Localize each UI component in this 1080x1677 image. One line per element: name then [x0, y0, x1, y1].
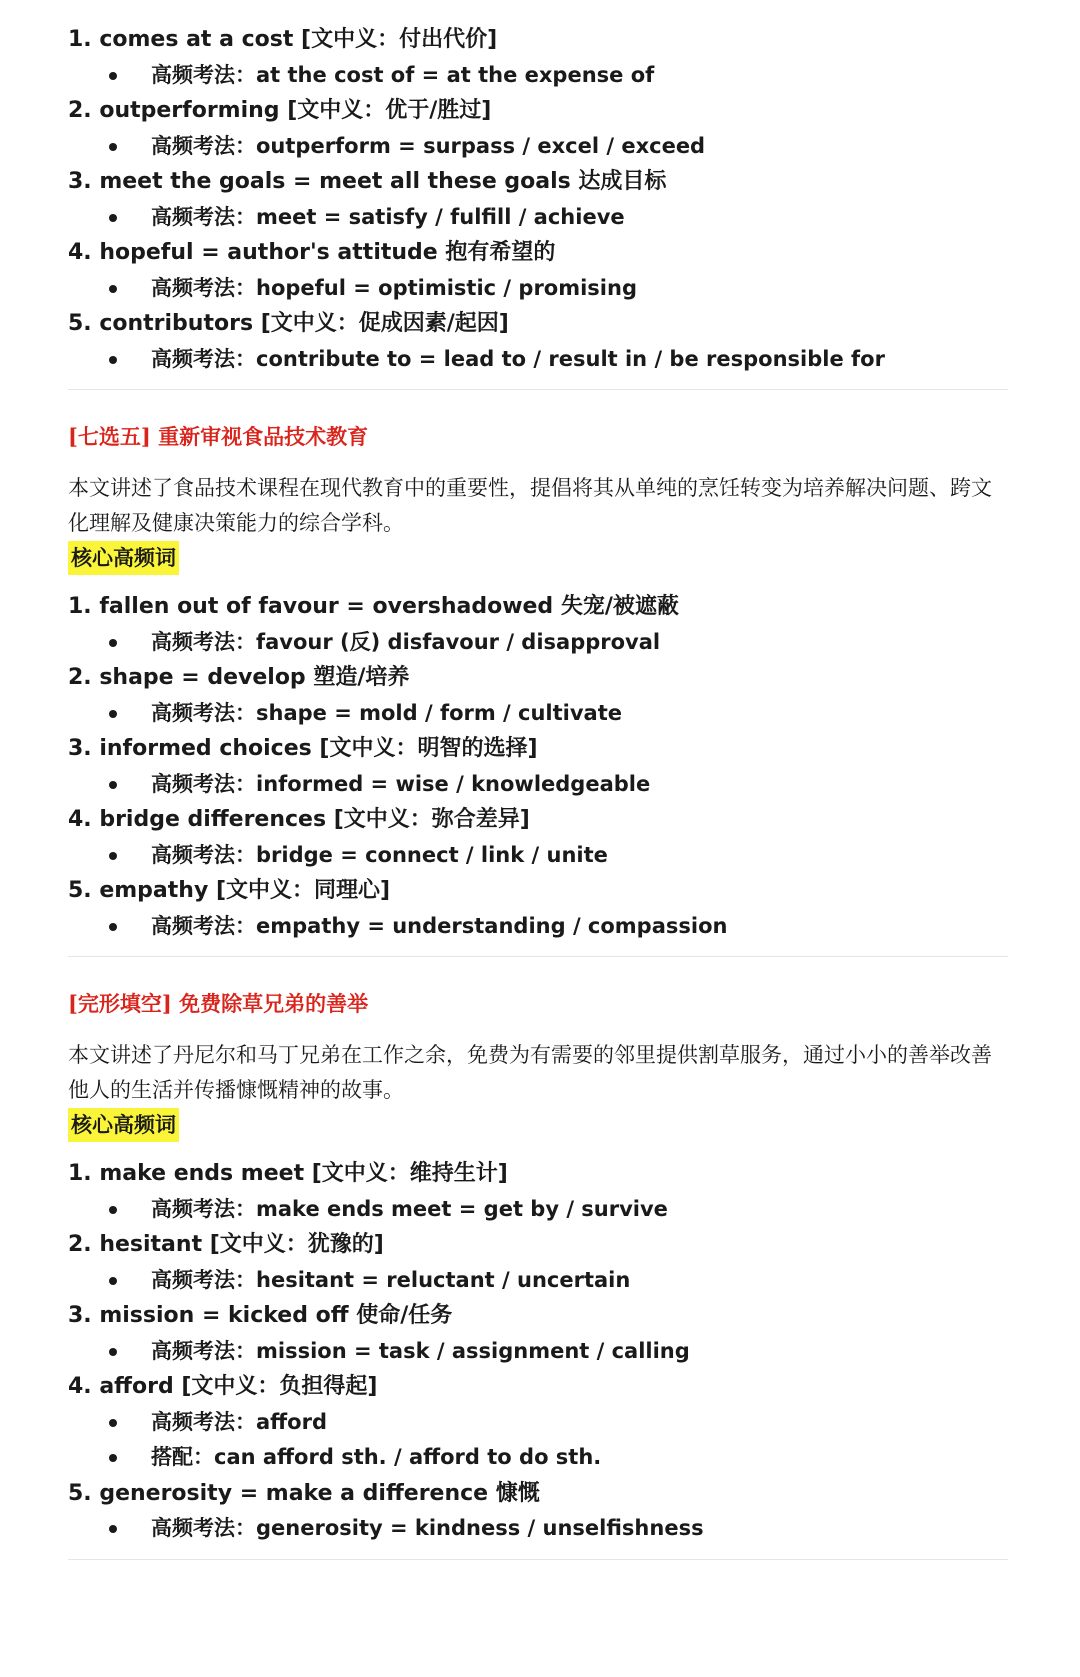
core-words-label: 核心高频词 [68, 1108, 179, 1142]
bullet-icon [109, 356, 117, 364]
bullet-icon [109, 781, 117, 789]
bullet-icon [109, 710, 117, 718]
vocab-entry: 5. contributors [文中义：促成因素/起因] [68, 311, 509, 336]
bullet-icon [109, 923, 117, 931]
vocab-entry: 4. bridge differences [文中义：弥合差异] [68, 807, 530, 832]
vocab-sub-item: 高频考法：hesitant = reluctant / uncertain [68, 1263, 1008, 1299]
vocab-entry: 5. generosity = make a difference 慷慨 [68, 1480, 540, 1506]
core-words-label: 核心高频词 [68, 541, 179, 575]
section2-list [68, 589, 1008, 944]
vocab-entry: 3. meet the goals = meet all these goals 达成目标 [68, 169, 667, 194]
vocab-entry: 2. outperforming [文中义：优于/胜过] [68, 98, 492, 123]
vocab-sub-item: 搭配：can afford sth. / afford to do sth. [68, 1440, 1008, 1476]
section-divider [68, 956, 1008, 957]
section3-list [68, 1156, 1008, 1547]
vocab-sub-item: 高频考法：hopeful = optimistic / promising [68, 271, 1008, 307]
section-divider [68, 389, 1008, 390]
vocab-entry: 1. comes at a cost [文中义：付出代价] [68, 27, 498, 52]
vocab-sub-item: 高频考法：bridge = connect / link / unite [68, 838, 1008, 874]
section-title: [完形填空] 免费除草兄弟的善举 [68, 991, 369, 1016]
section-divider [68, 1559, 1008, 1560]
vocab-sub-item: 高频考法：afford [68, 1405, 1008, 1441]
bullet-icon [109, 1348, 117, 1356]
vocab-sub-item: 高频考法：generosity = kindness / unselfishness [68, 1511, 1008, 1547]
vocab-entry: 1. fallen out of favour = overshadowed 失宠/被遮蔽 [68, 594, 679, 619]
vocab-entry: 1. make ends meet [文中义：维持生计] [68, 1161, 508, 1186]
bullet-icon [109, 214, 117, 222]
section-summary: 本文讲述了丹尼尔和马丁兄弟在工作之余，免费为有需要的邻里提供割草服务，通过小小的善举改善他人的生活并传播慷慨精神的故事。 [68, 1043, 992, 1102]
bullet-icon [109, 143, 117, 151]
vocab-entry: 4. hopeful = author's attitude 抱有希望的 [68, 240, 556, 265]
bullet-icon [109, 1277, 117, 1285]
vocab-entry: 4. afford [文中义：负担得起] [68, 1374, 378, 1399]
vocab-entry: 3. mission = kicked off 使命/任务 [68, 1303, 453, 1328]
section-summary: 本文讲述了食品技术课程在现代教育中的重要性，提倡将其从单纯的烹饪转变为培养解决问题、跨文化理解及健康决策能力的综合学科。 [68, 476, 992, 535]
vocab-sub-item: 高频考法：meet = satisfy / fulfill / achieve [68, 200, 1008, 236]
vocab-sub-item: 高频考法：mission = task / assignment / calling [68, 1334, 1008, 1370]
bullet-icon [109, 1454, 117, 1462]
bullet-icon [109, 72, 117, 80]
vocab-sub-item: 高频考法：favour (反) disfavour / disapproval [68, 625, 1008, 661]
vocab-entry: 5. empathy [文中义：同理心] [68, 878, 391, 903]
bullet-icon [109, 852, 117, 860]
bullet-icon [109, 1525, 117, 1533]
vocab-sub-item: 高频考法：shape = mold / form / cultivate [68, 696, 1008, 732]
bullet-icon [109, 639, 117, 647]
vocab-sub-item: 高频考法：empathy = understanding / compassion [68, 909, 1008, 945]
bullet-icon [109, 285, 117, 293]
bullet-icon [109, 1206, 117, 1214]
vocab-sub-item: 高频考法：at the cost of = at the expense of [68, 58, 1008, 94]
bullet-icon [109, 1419, 117, 1427]
section1-list [68, 22, 1008, 377]
vocab-entry: 2. hesitant [文中义：犹豫的] [68, 1232, 384, 1257]
vocab-sub-item: 高频考法：outperform = surpass / excel / exceed [68, 129, 1008, 165]
vocab-sub-item: 高频考法：informed = wise / knowledgeable [68, 767, 1008, 803]
vocab-entry: 2. shape = develop 塑造/培养 [68, 665, 410, 690]
vocab-sub-item: 高频考法：contribute to = lead to / result in / be responsible for [68, 342, 1008, 378]
section-title: [七选五] 重新审视食品技术教育 [68, 424, 369, 449]
vocab-sub-item: 高频考法：make ends meet = get by / survive [68, 1192, 1008, 1228]
vocab-entry: 3. informed choices [文中义：明智的选择] [68, 736, 538, 761]
